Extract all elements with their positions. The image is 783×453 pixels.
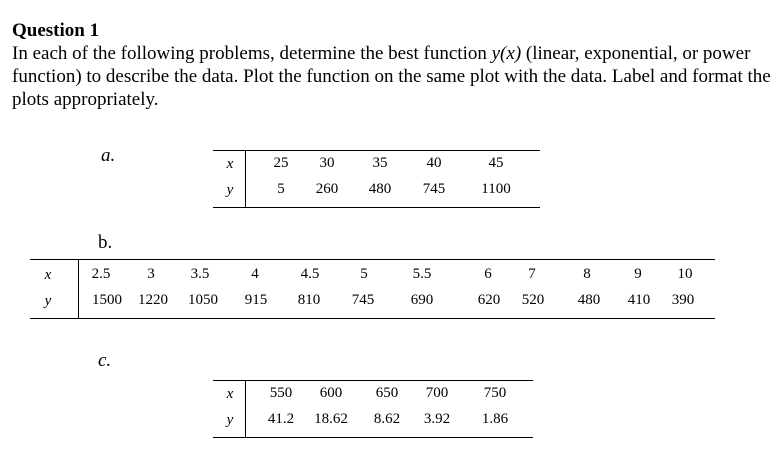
table-top-rule [30, 259, 715, 260]
y-cell: 745 [422, 181, 446, 197]
x-row-header: x [226, 386, 234, 402]
y-cell: 260 [315, 181, 339, 197]
table-top-rule [213, 150, 540, 151]
y-cell: 480 [368, 181, 392, 197]
y-cell: 410 [627, 292, 651, 308]
y-cell: 1100 [481, 181, 511, 197]
x-cell: 3 [147, 266, 155, 282]
y-row-header: y [226, 412, 234, 428]
y-cell: 3.92 [423, 411, 451, 427]
table-divider [78, 260, 79, 318]
y-cell: 41.2 [267, 411, 295, 427]
y-cell: 1050 [188, 292, 218, 308]
table-divider [245, 151, 246, 207]
x-cell: 2.5 [91, 266, 111, 282]
problem-a-label: a. [101, 145, 116, 166]
table-top-rule [213, 380, 533, 381]
x-cell: 7 [528, 266, 536, 282]
x-cell: 550 [269, 385, 293, 401]
x-cell: 45 [488, 155, 504, 171]
y-cell: 8.62 [373, 411, 401, 427]
question-instructions [12, 42, 772, 111]
x-cell: 4 [251, 266, 259, 282]
x-cell: 750 [483, 385, 507, 401]
y-cell: 18.62 [314, 411, 348, 427]
table-bottom-rule [213, 207, 540, 208]
x-row-header: x [44, 267, 52, 283]
y-cell: 1500 [92, 292, 122, 308]
y-cell: 390 [671, 292, 695, 308]
problem-b-label: b. [98, 232, 113, 253]
x-cell: 30 [319, 155, 335, 171]
y-cell: 620 [477, 292, 501, 308]
x-row-header: x [226, 156, 234, 172]
y-cell: 520 [521, 292, 545, 308]
x-cell: 3.5 [190, 266, 210, 282]
question-title: Question 1 [12, 20, 100, 41]
x-cell: 5.5 [412, 266, 432, 282]
x-cell: 25 [273, 155, 289, 171]
x-cell: 8 [583, 266, 591, 282]
y-cell: 690 [410, 292, 434, 308]
instructions-text-before: In each of the following problems, determine the best function [12, 43, 492, 64]
y-cell: 745 [351, 292, 375, 308]
y-row-header: y [44, 293, 52, 309]
x-cell: 6 [484, 266, 492, 282]
x-cell: 600 [319, 385, 343, 401]
problem-c-label: c. [98, 350, 112, 371]
table-bottom-rule [30, 318, 715, 319]
y-cell: 915 [244, 292, 268, 308]
x-cell: 5 [360, 266, 368, 282]
table-divider [245, 381, 246, 437]
y-row-header: y [226, 182, 234, 198]
x-cell: 10 [677, 266, 693, 282]
y-cell: 1220 [138, 292, 168, 308]
x-cell: 40 [426, 155, 442, 171]
x-cell: 4.5 [300, 266, 320, 282]
table-bottom-rule [213, 437, 533, 438]
x-cell: 35 [372, 155, 388, 171]
instructions-text-after: (linear, exponential, or power function) to describe the data. Plot the function on the same plot with the data. Label and format the plots appropriately. [12, 43, 771, 110]
function-notation: y(x) [491, 43, 522, 64]
x-cell: 700 [425, 385, 449, 401]
y-cell: 480 [577, 292, 601, 308]
y-cell: 1.86 [481, 411, 509, 427]
y-cell: 810 [297, 292, 321, 308]
x-cell: 9 [634, 266, 642, 282]
x-cell: 650 [375, 385, 399, 401]
y-cell: 5 [277, 181, 285, 197]
